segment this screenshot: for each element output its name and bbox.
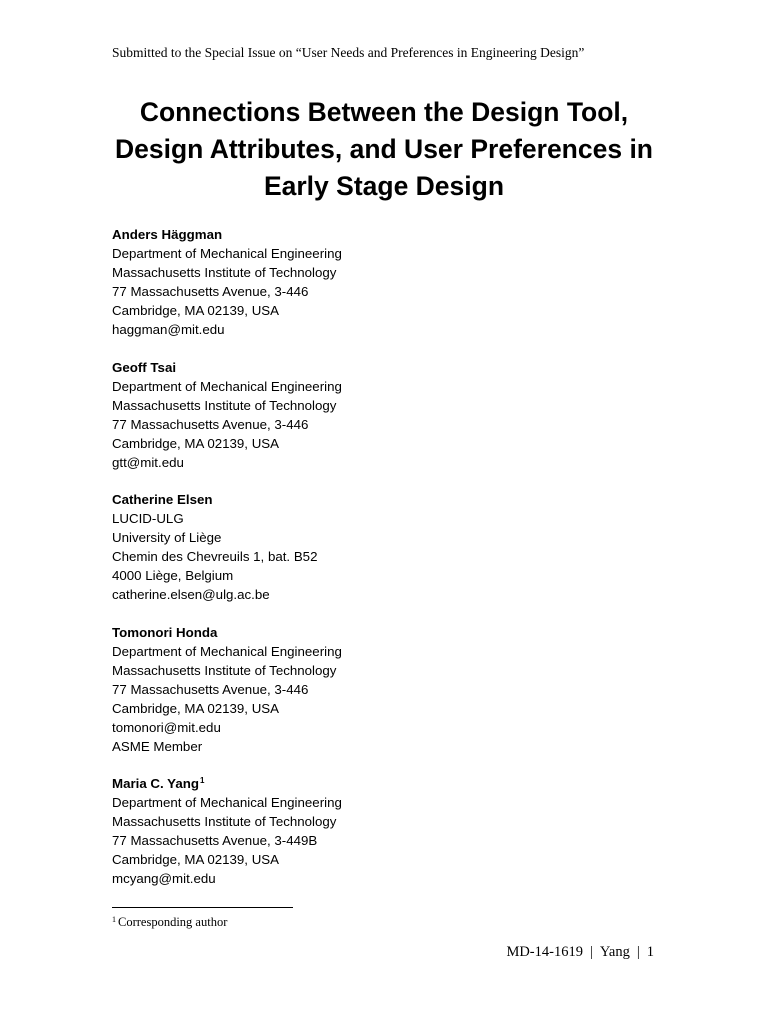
author-block xyxy=(112,358,342,472)
author-affiliation-line: LUCID-ULG xyxy=(112,511,184,526)
author-affiliation-line: Department of Mechanical Engineering xyxy=(112,378,342,394)
author-address-line: Chemin des Chevreuils 1, bat. B52 xyxy=(112,549,318,564)
footer-separator: | xyxy=(636,944,640,960)
author-affiliation-line: Department of Mechanical Engineering xyxy=(112,246,342,261)
author-address-line: 77 Massachusetts Avenue, 3-446 xyxy=(112,416,309,432)
footnote-marker: 1 xyxy=(199,776,205,785)
author-email: catherine.elsen@ulg.ac.be xyxy=(112,587,270,602)
author-affiliation-line: Massachusetts Institute of Technology xyxy=(112,397,337,413)
author-block xyxy=(112,774,342,888)
author-name: Catherine Elsen xyxy=(112,492,213,507)
author-affiliation-line: Department of Mechanical Engineering xyxy=(112,795,342,810)
running-header: Submitted to the Special Issue on “User Needs and Preferences in Engineering Design” xyxy=(112,45,585,60)
author-affiliation-line: Massachusetts Institute of Technology xyxy=(112,662,337,678)
author-address-line: 4000 Liège, Belgium xyxy=(112,568,234,583)
author-address-line: Cambridge, MA 02139, USA xyxy=(112,700,280,716)
footer-author: Yang xyxy=(599,944,630,960)
page-number: 1 xyxy=(646,944,654,960)
page-footer xyxy=(506,942,654,962)
title-line: Early Stage Design xyxy=(263,171,505,201)
author-name: Maria C. Yang$^1$ xyxy=(112,776,205,791)
footer-separator: | xyxy=(589,944,593,960)
author-membership: ASME Member xyxy=(112,738,203,754)
author-block xyxy=(112,623,342,756)
author-address-line: 77 Massachusetts Avenue, 3-449B xyxy=(112,833,318,848)
author-list xyxy=(112,225,342,907)
author-address-line: 77 Massachusetts Avenue, 3-446 xyxy=(112,681,309,697)
footnote xyxy=(112,914,227,930)
author-block xyxy=(112,490,342,604)
author-address-line: Cambridge, MA 02139, USA xyxy=(112,303,280,318)
author-email: mcyang@mit.edu xyxy=(112,871,216,886)
author-email: tomonori@mit.edu xyxy=(112,719,221,735)
author-block xyxy=(112,225,342,339)
footnote-text: Corresponding author xyxy=(118,915,228,929)
author-address-line: 77 Massachusetts Avenue, 3-446 xyxy=(112,284,309,299)
author-affiliation-line: Department of Mechanical Engineering xyxy=(112,643,342,659)
author-address-line: Cambridge, MA 02139, USA xyxy=(112,852,280,867)
footer-paper-id: MD-14-1619 xyxy=(506,944,583,960)
author-affiliation-line: Massachusetts Institute of Technology xyxy=(112,265,337,280)
author-email: haggman@mit.edu xyxy=(112,322,225,337)
footnote-number: 1 xyxy=(112,915,116,924)
author-affiliation-line: University of Liège xyxy=(112,530,222,545)
author-name: Geoff Tsai xyxy=(112,359,177,375)
title-line: Design Attributes, and User Preferences in xyxy=(114,134,653,164)
title-line: Connections Between the Design Tool, xyxy=(139,97,629,127)
footnote-divider xyxy=(112,907,293,908)
author-affiliation-line: Massachusetts Institute of Technology xyxy=(112,814,337,829)
paper-title xyxy=(60,94,708,205)
author-name: Tomonori Honda xyxy=(112,624,218,640)
author-address-line: Cambridge, MA 02139, USA xyxy=(112,435,280,451)
author-email: gtt@mit.edu xyxy=(112,454,184,470)
author-name: Anders Häggman xyxy=(112,227,223,242)
